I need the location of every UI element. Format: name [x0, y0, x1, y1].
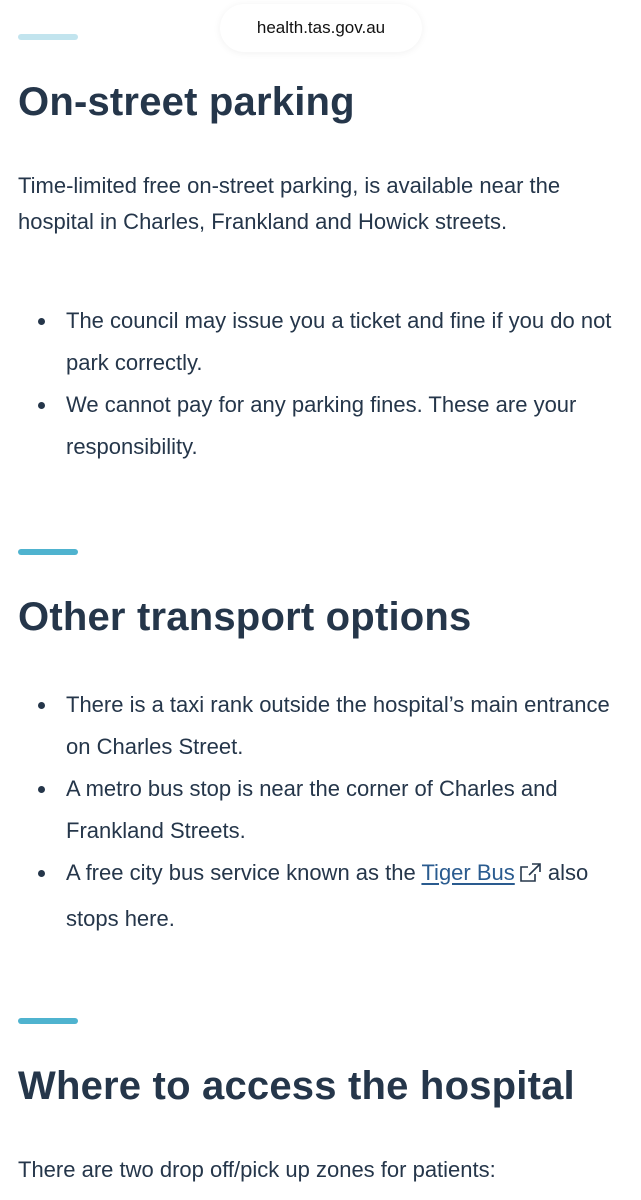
list-item-text: We cannot pay for any parking fines. These are your responsibility. — [66, 392, 577, 459]
parking-bullet-list — [18, 300, 623, 468]
list-item — [18, 384, 623, 468]
heading-on-street-parking: On-street parking — [18, 80, 355, 124]
list-item-text: There is a taxi rank outside the hospital’s main entrance on Charles Street. — [66, 692, 610, 759]
transport-bullet-list — [18, 684, 623, 940]
list-item-text: A metro bus stop is near the corner of Charles and Frankland Streets. — [66, 776, 558, 843]
bullet-icon — [38, 786, 45, 793]
list-item-text: A free city bus service known as the — [66, 860, 422, 885]
section-divider-accent — [18, 1018, 78, 1024]
list-item-text: The council may issue you a ticket and fine if you do not park correctly. — [66, 308, 612, 375]
tiger-bus-link[interactable]: Tiger Bus — [421, 860, 515, 885]
heading-other-transport-options: Other transport options — [18, 595, 472, 639]
list-item — [18, 300, 623, 384]
section-divider-accent — [18, 549, 78, 555]
bullet-icon — [38, 318, 45, 325]
bullet-icon — [38, 702, 45, 709]
list-item-text: also stops here. — [66, 860, 589, 931]
url-text: health.tas.gov.au — [256, 18, 386, 37]
list-item — [18, 852, 623, 940]
list-item — [18, 768, 623, 852]
list-item — [18, 684, 623, 768]
section-divider-accent — [18, 34, 78, 40]
bullet-icon — [38, 402, 45, 409]
external-link-icon[interactable] — [518, 856, 542, 898]
parking-intro-text: Time-limited free on-street parking, is available near the hospital in Charles, Frankland and Howick streets. — [18, 173, 561, 234]
address-bar[interactable] — [220, 4, 422, 52]
bullet-icon — [38, 870, 45, 877]
access-intro-text: There are two drop off/pick up zones for patients: — [18, 1157, 496, 1182]
heading-where-to-access-the-hospital: Where to access the hospital — [18, 1064, 575, 1108]
